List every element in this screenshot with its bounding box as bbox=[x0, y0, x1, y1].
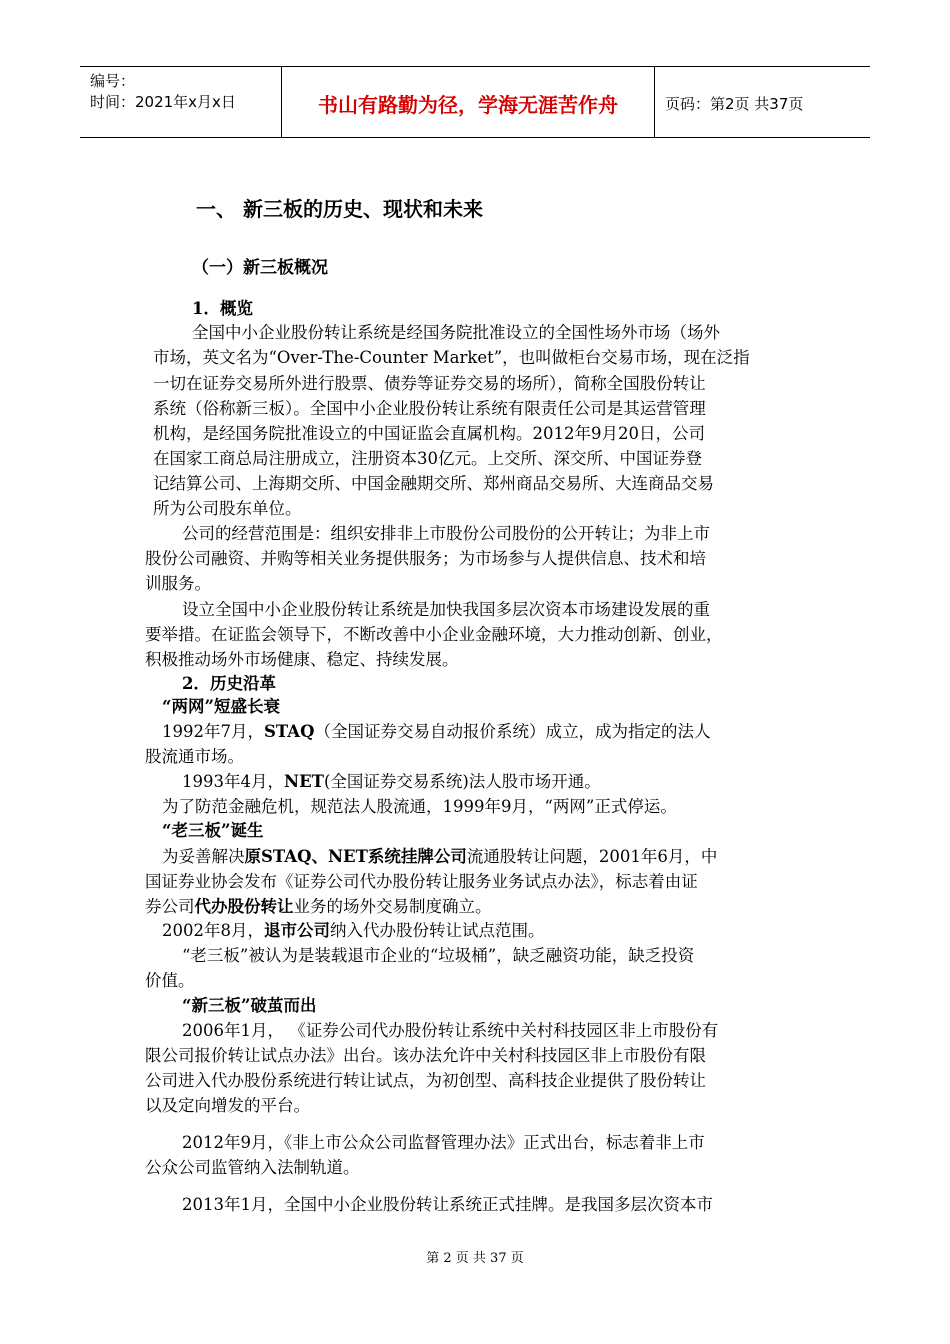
paragraph-line: 2013年1月，全国中小企业股份转让系统正式挂牌。是我国多层次资本市 bbox=[182, 1195, 713, 1214]
paragraph-line: 为妥善解决原STAQ、NET系统挂牌公司流通股转让问题，2001年6月，中 bbox=[162, 847, 718, 866]
subsection-heading: 1．概览 bbox=[192, 299, 253, 318]
header-page-number: 页码：第2页 共37页 bbox=[665, 95, 804, 113]
paragraph-line: 全国中小企业股份转让系统是经国务院批准设立的全国性场外市场（场外 bbox=[192, 323, 720, 342]
topic-heading: “两网”短盛长衰 bbox=[162, 697, 280, 716]
paragraph-line: 限公司报价转让试点办法》出台。该办法允许中关村科技园区非上市股份有限 bbox=[145, 1046, 706, 1065]
topic-heading: “老三板”诞生 bbox=[162, 821, 264, 840]
paragraph-line: 价值。 bbox=[145, 971, 195, 990]
chapter-title: 一、 新三板的历史、现状和未来 bbox=[196, 197, 483, 221]
paragraph-line: 为了防范金融危机，规范法人股流通，1999年9月，“两网”正式停运。 bbox=[162, 797, 677, 816]
header-time: 时间：2021年x月x日 bbox=[90, 93, 236, 111]
paragraph-line: 所为公司股东单位。 bbox=[153, 499, 302, 518]
paragraph-line: 设立全国中小企业股份转让系统是加快我国多层次资本市场建设发展的重 bbox=[182, 600, 710, 619]
paragraph-line: 机构，是经国务院批准设立的中国证监会直属机构。2012年9月20日，公司 bbox=[153, 424, 705, 443]
section-title: （一）新三板概况 bbox=[192, 258, 328, 278]
paragraph-line: 在国家工商总局注册成立，注册资本30亿元。上交所、深交所、中国证券登 bbox=[153, 449, 702, 468]
paragraph-line: 公司的经营范围是：组织安排非上市股份公司股份的公开转让；为非上市 bbox=[182, 524, 710, 543]
header-meta bbox=[90, 71, 236, 113]
paragraph-line: 记结算公司、上海期交所、中国金融期交所、郑州商品交易所、大连商品交易 bbox=[153, 474, 714, 493]
paragraph-line: 股份公司融资、并购等相关业务提供服务；为市场参与人提供信息、技术和培 bbox=[145, 549, 706, 568]
page-header bbox=[80, 66, 870, 138]
paragraph-line: 券公司代办股份转让业务的场外交易制度确立。 bbox=[145, 897, 492, 916]
paragraph-line: 1993年4月，NET(全国证券交易系统)法人股市场开通。 bbox=[182, 772, 601, 791]
paragraph-line: 公司进入代办股份系统进行转让试点，为初创型、高科技企业提供了股份转让 bbox=[145, 1071, 706, 1090]
paragraph-line: 1992年7月，STAQ（全国证券交易自动报价系统）成立，成为指定的法人 bbox=[162, 722, 711, 741]
paragraph-line: 国证券业协会发布《证券公司代办股份转让服务业务试点办法》，标志着由证 bbox=[145, 872, 698, 891]
paragraph-line: 2012年9月，《非上市公众公司监督管理办法》正式出台，标志着非上市 bbox=[182, 1133, 705, 1152]
paragraph-line: 训服务。 bbox=[145, 574, 211, 593]
paragraph-line: 股流通市场。 bbox=[145, 747, 244, 766]
paragraph-line: 以及定向增发的平台。 bbox=[145, 1096, 310, 1115]
header-number: 编号： bbox=[90, 72, 136, 90]
paragraph-line: 要举措。在证监会领导下，不断改善中小企业金融环境，大力推动创新、创业， bbox=[145, 625, 723, 644]
paragraph-line: 2002年8月，退市公司纳入代办股份转让试点范围。 bbox=[162, 921, 545, 940]
paragraph-line: 一切在证券交易所外进行股票、债券等证券交易的场所），简称全国股份转让 bbox=[153, 374, 706, 393]
header-divider bbox=[654, 67, 655, 137]
topic-heading: “新三板”破茧而出 bbox=[182, 996, 317, 1015]
paragraph-line: 积极推动场外市场健康、稳定、持续发展。 bbox=[145, 650, 459, 669]
paragraph-line: 公众公司监管纳入法制轨道。 bbox=[145, 1158, 360, 1177]
subsection-heading: 2．历史沿革 bbox=[182, 674, 276, 693]
paragraph-line: 系统（俗称新三板）。全国中小企业股份转让系统有限责任公司是其运营管理 bbox=[153, 399, 706, 418]
paragraph-line: 2006年1月， 《证券公司代办股份转让系统中关村科技园区非上市股份有 bbox=[182, 1021, 719, 1040]
paragraph-line: “老三板”被认为是装载退市企业的“垃圾桶”，缺乏融资功能，缺乏投资 bbox=[182, 946, 695, 965]
paragraph-line: 市场，英文名为“Over-The-Counter Market”，也叫做柜台交易市场，现在泛指 bbox=[153, 348, 750, 367]
header-motto: 书山有路勤为径，学海无涯苦作舟 bbox=[318, 93, 618, 117]
page-footer: 第 2 页 共 37 页 bbox=[426, 1251, 524, 1266]
